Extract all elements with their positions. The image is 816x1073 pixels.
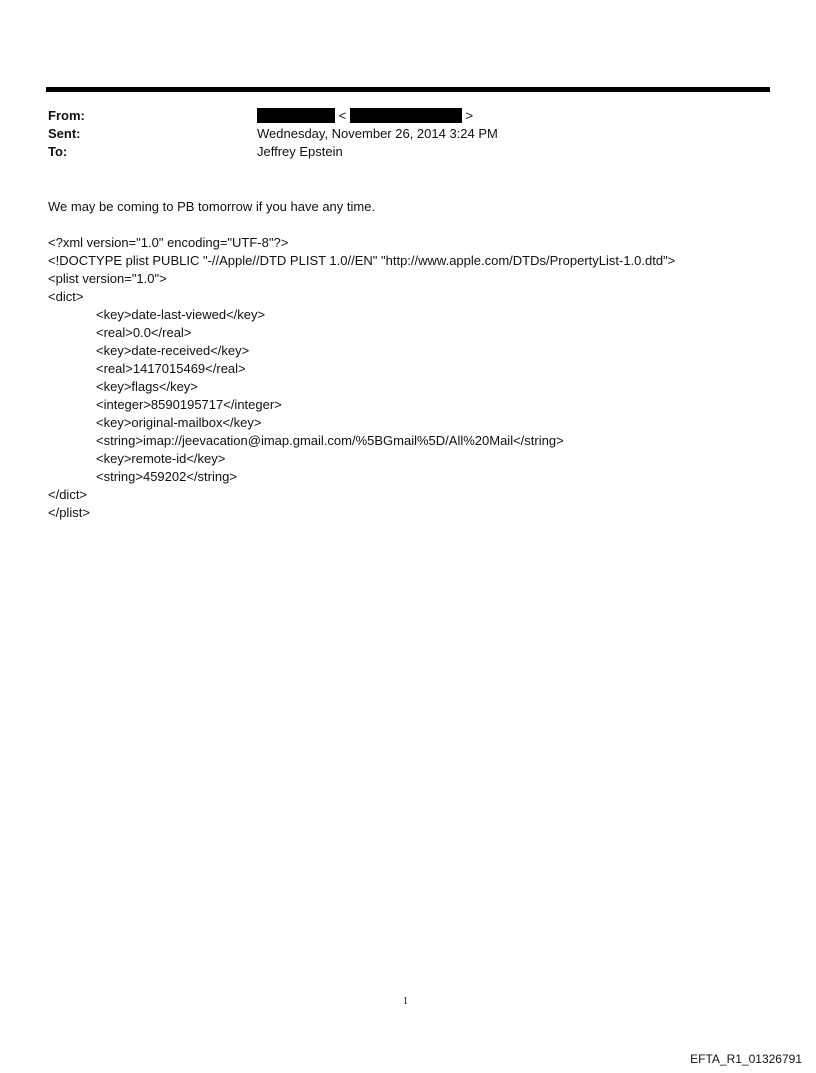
sent-label: Sent: (48, 126, 81, 141)
xml-line: <string>imap://jeevacation@imap.gmail.com/%5BGmail%5D/All%20Mail</string> (96, 433, 564, 448)
xml-line: <dict> (48, 289, 84, 304)
redaction-bar (350, 108, 462, 123)
xml-line: </dict> (48, 487, 88, 502)
redaction-bar (257, 108, 335, 123)
xml-line: <plist version="1.0"> (48, 271, 167, 286)
to-value: Jeffrey Epstein (257, 144, 343, 159)
page-number: 1 (403, 996, 408, 1007)
header-rule (46, 87, 770, 92)
xml-line: <key>original-mailbox</key> (96, 415, 262, 430)
xml-line: <key>remote-id</key> (96, 451, 226, 466)
xml-line: </plist> (48, 505, 90, 520)
email-open-bracket: < (338, 108, 347, 123)
email-body: We may be coming to PB tomorrow if you have any time. (48, 199, 376, 214)
email-close-bracket: > (465, 108, 474, 123)
xml-line: <?xml version="1.0" encoding="UTF-8"?> (48, 235, 289, 250)
xml-line: <real>0.0</real> (96, 325, 192, 340)
xml-line: <real>1417015469</real> (96, 361, 246, 376)
xml-line: <key>flags</key> (96, 379, 198, 394)
document-id: EFTA_R1_01326791 (690, 1052, 802, 1066)
xml-line: <!DOCTYPE plist PUBLIC "-//Apple//DTD PLIST 1.0//EN" "http://www.apple.com/DTDs/PropertyList-1.0.dtd"> (48, 253, 676, 268)
xml-line: <integer>8590195717</integer> (96, 397, 282, 412)
from-value (257, 108, 473, 123)
to-label: To: (48, 144, 68, 159)
xml-line: <key>date-received</key> (96, 343, 250, 358)
xml-line: <string>459202</string> (96, 469, 237, 484)
sent-value: Wednesday, November 26, 2014 3:24 PM (257, 126, 498, 141)
from-label: From: (48, 108, 85, 123)
xml-line: <key>date-last-viewed</key> (96, 307, 266, 322)
